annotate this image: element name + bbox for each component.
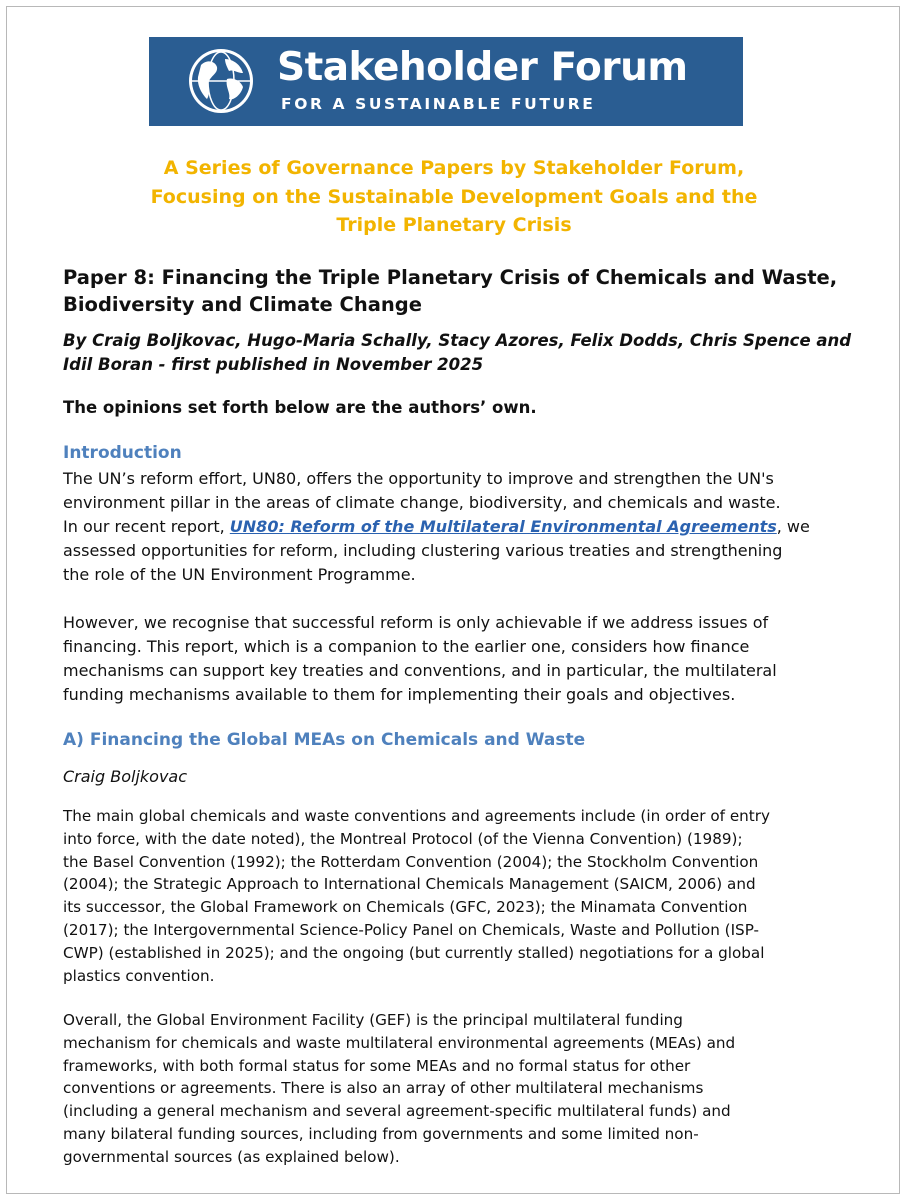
stakeholder-forum-logo-banner [149,37,743,126]
intro-paragraph-1 [63,467,853,587]
text-line: financing. This report, which is a companion to the earlier one, considers how finance [63,637,750,656]
series-title-line: Triple Planetary Crisis [336,214,572,236]
text-line: mechanisms can support key treaties and conventions, and in particular, the multilateral [63,661,777,680]
text-line: plastics convention. [63,966,215,985]
text-line [63,515,853,539]
series-title-line: A Series of Governance Papers by Stakeholder Forum, [163,157,745,179]
section-a-author: Craig Boljkovac [63,767,188,786]
series-title-line: Focusing on the Sustainable Development Goals and the [150,185,758,208]
text-line: (including a general mechanism and several agreement-specific multilateral funds) and [63,1102,731,1121]
text-line: The UN’s reform effort, UN80, offers the opportunity to improve and strengthen the UN's [63,469,774,488]
byline: By Craig Boljkovac, Hugo-Maria Schally, Stacy Azores, Felix Dodds, Chris Spence and Idil Boran - first published in November 2025 [63,331,852,374]
text-line: the role of the UN Environment Programme. [63,565,416,584]
text-line: governmental sources (as explained below). [63,1147,400,1166]
text-line: the Basel Convention (1992); the Rotterdam Convention (2004); the Stockholm Convention [63,852,759,871]
text-line: frameworks, with both formal status for some MEAs and no formal status for other [63,1056,691,1075]
text-line: However, we recognise that successful reform is only achievable if we address issues of [63,613,769,632]
section-a-heading: A) Financing the Global MEAs on Chemicals and Waste [63,730,586,750]
text-line: many bilateral funding sources, including from governments and some limited non- [63,1124,699,1143]
text-line: conventions or agreements. There is also an array of other multilateral mechanisms [63,1079,704,1098]
section-a-paragraph-1 [63,805,853,987]
paper-title: Paper 8: Financing the Triple Planetary Crisis of Chemicals and Waste, Biodiversity and Climate Change [63,266,838,316]
brand-name: Stakeholder Forum [277,45,688,90]
text-line: assessed opportunities for reform, including clustering various treaties and strengthening [63,541,783,560]
text-segment: In our recent report, [63,517,230,536]
text-line: into force, with the date noted), the Montreal Protocol (of the Vienna Convention) (1989); [63,829,743,848]
brand-tagline: FOR A SUSTAINABLE FUTURE [281,95,596,113]
introduction-heading: Introduction [63,443,182,463]
series-title [60,154,848,240]
un80-report-link[interactable]: UN80: Reform of the Multilateral Environmental Agreements [229,517,777,536]
text-line: mechanism for chemicals and waste multilateral environmental agreements (MEAs) and [63,1033,736,1052]
text-line: environment pillar in the areas of climate change, biodiversity, and chemicals and waste. [63,493,781,512]
text-line: CWP) (established in 2025); and the ongoing (but currently stalled) negotiations for a global [63,943,765,962]
intro-paragraph-2 [63,611,853,707]
text-line: The main global chemicals and waste conventions and agreements include (in order of entry [63,807,770,825]
text-line: Overall, the Global Environment Facility (GEF) is the principal multilateral funding [63,1011,683,1029]
section-a-paragraph-2 [63,1009,853,1169]
text-segment: , we [776,517,810,536]
globe-icon [187,47,255,115]
text-line: its successor, the Global Framework on Chemicals (GFC, 2023); the Minamata Convention [63,898,748,917]
text-line: (2017); the Intergovernmental Science-Policy Panel on Chemicals, Waste and Pollution (ISP- [63,920,759,939]
text-line: (2004); the Strategic Approach to International Chemicals Management (SAICM, 2006) and [63,875,756,894]
text-line: funding mechanisms available to them for implementing their goals and objectives. [63,685,736,704]
disclaimer: The opinions set forth below are the authors’ own. [63,398,537,417]
